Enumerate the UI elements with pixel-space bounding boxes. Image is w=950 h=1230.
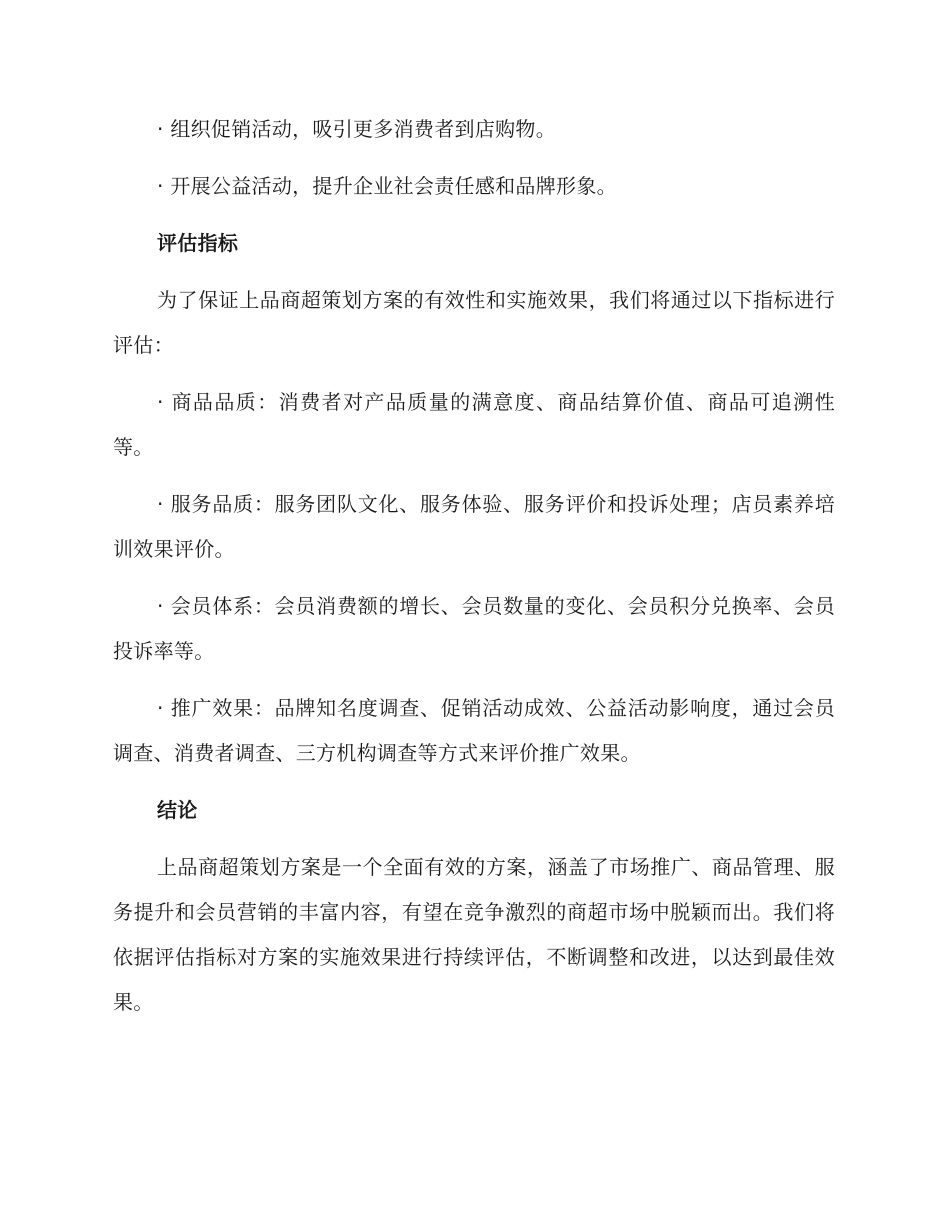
section-heading-evaluation: 评估指标 — [157, 231, 239, 255]
evaluation-item-promotion-effect: · 推广效果：品牌知名度调查、促销活动成效、公益活动影响度，通过会员调查、消费者调查、三方机构调查等方式来评价推广效果。 — [113, 696, 835, 765]
evaluation-item-product-quality: · 商品品质：消费者对产品质量的满意度、商品结算价值、商品可追溯性等。 — [113, 390, 835, 459]
bullet-promotion: · 组织促销活动，吸引更多消费者到店购物。 — [157, 117, 557, 141]
bullet-public-welfare: · 开展公益活动，提升企业社会责任感和品牌形象。 — [157, 174, 617, 198]
conclusion-body: 上品商超策划方案是一个全面有效的方案，涵盖了市场推广、商品管理、服务提升和会员营销的丰富内容，有望在竞争激烈的商超市场中脱颖而出。我们将依据评估指标对方案的实施效果进行持续评估，不断调整和改进，以达到最佳效果。 — [113, 855, 835, 1014]
evaluation-item-membership: · 会员体系：会员消费额的增长、会员数量的变化、会员积分兑换率、会员投诉率等。 — [113, 594, 835, 663]
evaluation-item-service-quality: · 服务品质：服务团队文化、服务体验、服务评价和投诉处理；店员素养培训效果评价。 — [113, 492, 835, 561]
section-heading-conclusion: 结论 — [157, 798, 198, 822]
evaluation-intro: 为了保证上品商超策划方案的有效性和实施效果，我们将通过以下指标进行评估： — [113, 288, 835, 357]
document-page — [113, 107, 835, 1037]
